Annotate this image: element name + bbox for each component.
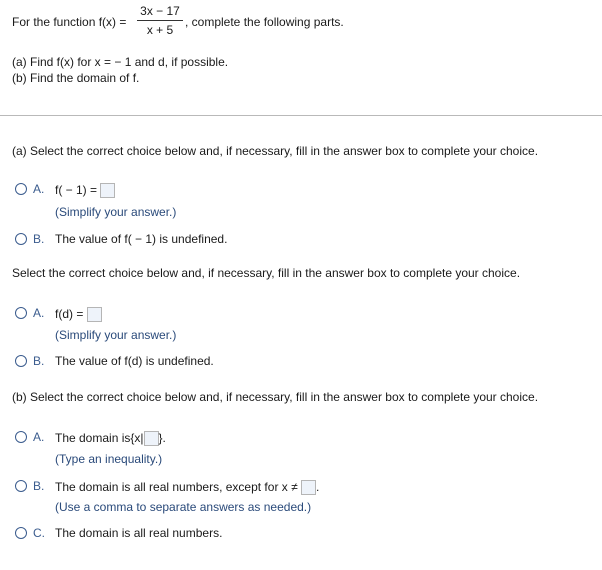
answer-box-excluded-values[interactable] xyxy=(301,480,316,495)
fraction-bar xyxy=(137,20,183,21)
radio-a2-choice-b[interactable] xyxy=(15,355,27,367)
b-choice-c-label: The domain is all real numbers. xyxy=(55,526,223,540)
section-divider xyxy=(0,115,602,116)
a2-choice-a-hint: (Simplify your answer.) xyxy=(55,328,177,342)
b-choice-a-text-pre: The domain is{x| xyxy=(55,431,144,445)
fraction-denominator: x + 5 xyxy=(146,23,174,37)
b-choice-a-hint: (Type an inequality.) xyxy=(55,452,163,466)
a1-choice-b-letter: B. xyxy=(33,232,45,246)
a2-choice-a-text: f(d) = xyxy=(55,307,84,321)
radio-b-choice-c[interactable] xyxy=(15,527,27,539)
b-choice-a-letter: A. xyxy=(33,430,45,444)
b-choice-b-letter: B. xyxy=(33,479,45,493)
a2-choice-b-letter: B. xyxy=(33,354,45,368)
a1-choice-a-label xyxy=(55,183,115,198)
a2-choice-a-letter: A. xyxy=(33,306,45,320)
section-a2-instruction: Select the correct choice below and, if necessary, fill in the answer box to complete your choice. xyxy=(12,266,521,280)
b-choice-b-text-pre: The domain is all real numbers, except for x ≠ xyxy=(55,480,298,494)
b-choice-c-letter: C. xyxy=(33,526,45,540)
problem-intro: For the function f(x) = xyxy=(12,15,127,29)
answer-box-f-d[interactable] xyxy=(87,307,102,322)
problem-suffix: , complete the following parts. xyxy=(185,15,344,29)
a2-choice-a-label xyxy=(55,307,102,322)
radio-a2-choice-a[interactable] xyxy=(15,307,27,319)
radio-a1-choice-a[interactable] xyxy=(15,183,27,195)
a1-choice-a-letter: A. xyxy=(33,182,45,196)
b-choice-b-hint: (Use a comma to separate answers as needed.) xyxy=(55,500,312,514)
b-choice-b-label xyxy=(55,480,319,495)
a2-choice-b-label: The value of f(d) is undefined. xyxy=(55,354,214,368)
section-a1-instruction: (a) Select the correct choice below and, if necessary, fill in the answer box to complete your choice. xyxy=(12,144,539,158)
answer-box-domain-inequality[interactable] xyxy=(144,431,159,446)
fraction-numerator: 3x − 17 xyxy=(140,4,180,18)
a1-choice-a-text: f( − 1) = xyxy=(55,183,98,197)
radio-a1-choice-b[interactable] xyxy=(15,233,27,245)
answer-box-f-neg1[interactable] xyxy=(100,183,115,198)
b-choice-a-label xyxy=(55,431,166,446)
b-choice-b-text-post: . xyxy=(316,480,320,494)
b-choice-a-text-post: }. xyxy=(158,431,166,445)
radio-b-choice-b[interactable] xyxy=(15,480,27,492)
problem-part-b: (b) Find the domain of f. xyxy=(12,71,140,85)
a1-choice-b-label: The value of f( − 1) is undefined. xyxy=(55,232,228,246)
a1-choice-a-hint: (Simplify your answer.) xyxy=(55,205,177,219)
function-fraction xyxy=(137,4,183,37)
radio-b-choice-a[interactable] xyxy=(15,431,27,443)
section-b-instruction: (b) Select the correct choice below and, if necessary, fill in the answer box to complete your choice. xyxy=(12,390,539,404)
problem-part-a: (a) Find f(x) for x = − 1 and d, if possible. xyxy=(12,55,229,69)
